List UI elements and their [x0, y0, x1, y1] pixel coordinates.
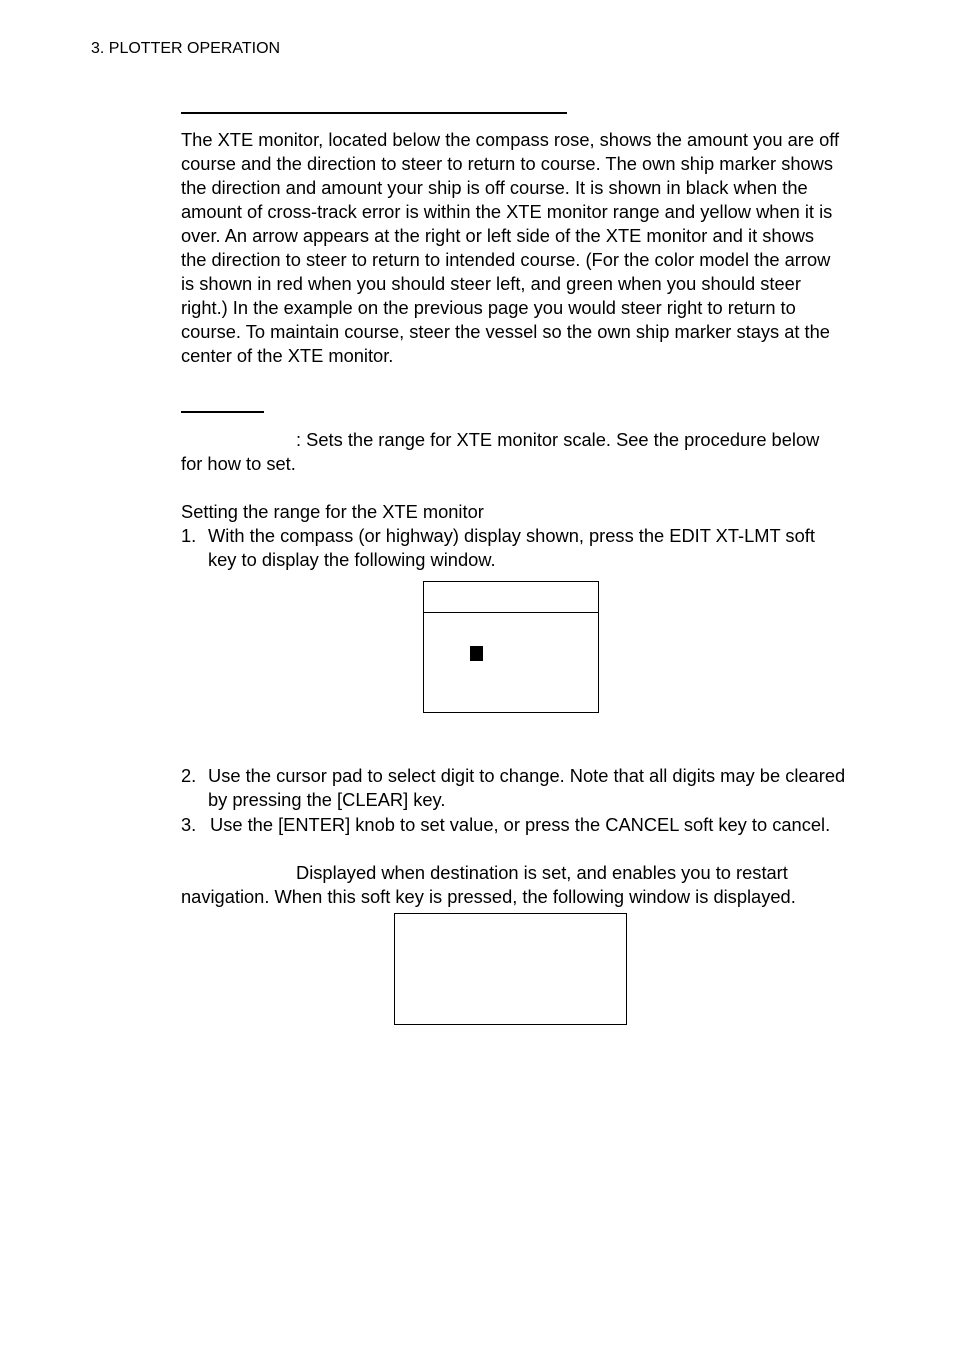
- xt-limit-line-1: : Sets the range for XTE monitor scale. See the procedure below: [296, 429, 820, 450]
- xt-limit-description: [181, 428, 843, 476]
- xt-limit-line-2: for how to set.: [181, 453, 296, 474]
- step-number: 1.: [181, 525, 197, 546]
- title-underline: [181, 112, 567, 114]
- xt-limit-window: [423, 581, 599, 713]
- step-number: 2.: [181, 765, 197, 786]
- restart-line-2: navigation. When this soft key is pressed, the following window is displayed.: [181, 886, 796, 907]
- subheading-underline: [181, 411, 264, 413]
- restart-description: [181, 861, 843, 909]
- window-title-bar: [424, 582, 598, 613]
- step-number: 3.: [181, 814, 197, 835]
- restart-window: [394, 913, 627, 1025]
- section-header: 3. PLOTTER OPERATION: [91, 40, 281, 57]
- step-text: With the compass (or highway) display shown, press the EDIT XT-LMT soft key to display the following window.: [208, 525, 815, 570]
- restart-line-1: Displayed when destination is set, and enables you to restart: [296, 862, 788, 883]
- step-text: Use the [ENTER] knob to set value, or press the CANCEL soft key to cancel.: [210, 814, 831, 835]
- digit-cursor: [470, 646, 483, 661]
- setting-heading: Setting the range for the XTE monitor: [181, 501, 484, 522]
- step-text: Use the cursor pad to select digit to change. Note that all digits may be cleared by pressing the [CLEAR] key.: [208, 765, 846, 810]
- xte-monitor-description: The XTE monitor, located below the compass rose, shows the amount you are off course and the direction to steer to return to course. The own ship marker shows the direction and amount your ship is off course. It is shown in black when the amount of cross-track error is within the XTE monitor range and yellow when it is over. An arrow appears at the right or left side of the XTE monitor and it shows the direction to steer to return to intended course. (For the color model the arrow is shown in red when you should steer left, and green when you should steer right.) In the example on the previous page you would steer right to return to course. To maintain course, steer the vessel so the own ship marker stays at the center of the XTE monitor.: [181, 129, 840, 366]
